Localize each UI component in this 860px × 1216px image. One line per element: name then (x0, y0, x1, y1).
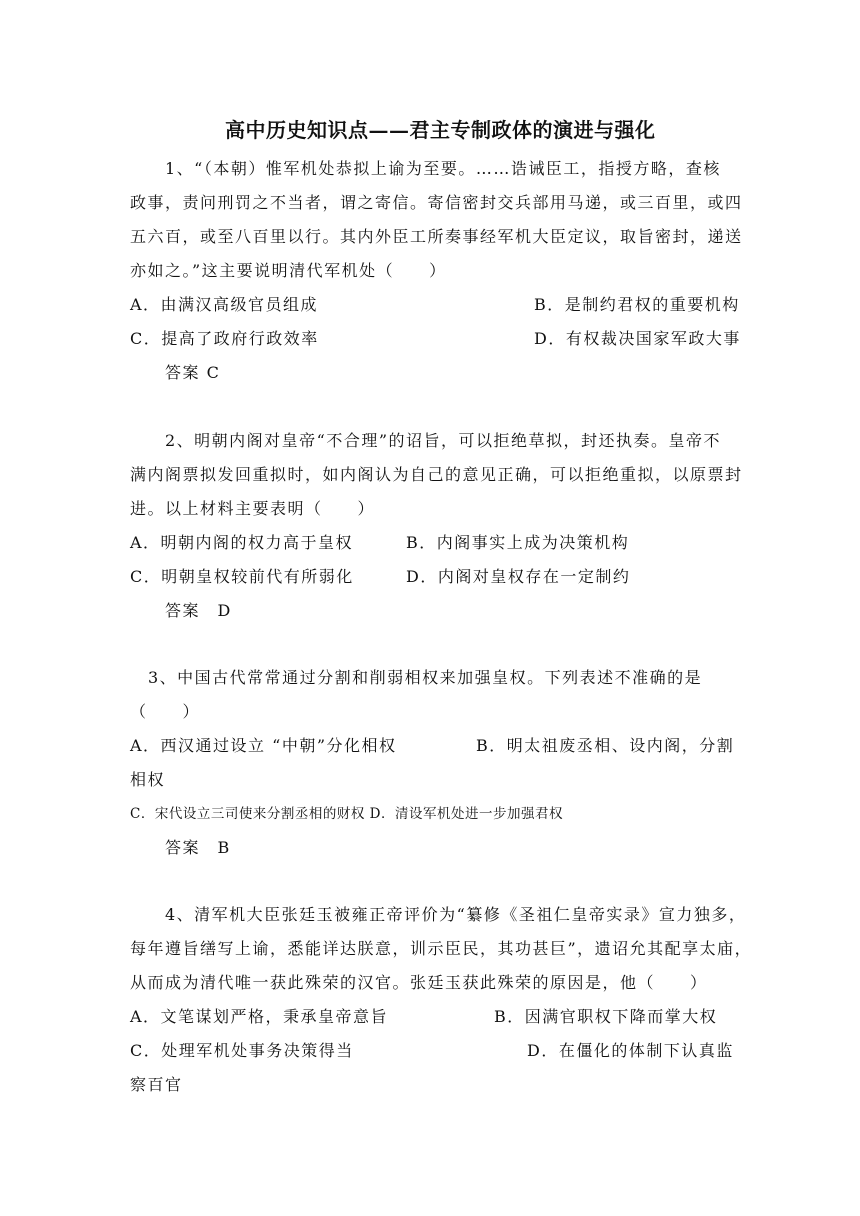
q3-option-b: B．明太祖废丞相、设内阁，分割 (476, 736, 735, 755)
page-title: 高中历史知识点——君主专制政体的演进与强化 (225, 118, 656, 142)
q2-option-b: B．内阁事实上成为决策机构 (406, 533, 630, 552)
q3-line-2: （ ） (130, 702, 201, 721)
q1-option-d: D．有权裁决国家军政大事 (534, 329, 741, 348)
q2-option-a: A．明朝内阁的权力高于皇权 (130, 533, 354, 552)
q4-line-1: 4、清军机大臣张廷玉被雍正帝评价为“纂修《圣祖仁皇帝实录》宣力独多， (165, 905, 747, 924)
q1-line-4: 亦如之。”这主要说明清代军机处（ ） (130, 261, 447, 280)
q1-line-3: 五六百，或至八百里以行。其内外臣工所奏事经军机大臣定议，取旨密封，递送 (130, 227, 743, 246)
q2-line-3: 进。以上材料主要表明（ ） (130, 499, 376, 518)
q1-option-b: B．是制约君权的重要机构 (534, 295, 740, 314)
q2-option-d: D．内阁对皇权存在一定制约 (406, 567, 631, 586)
q4-line-2: 每年遵旨缮写上谕，悉能详达朕意，训示臣民，其功甚巨”，遗诏允其配享太庙， (130, 939, 753, 958)
q4-option-c: C．处理军机处事务决策得当 (130, 1041, 354, 1060)
q1-line-1: 1、“（本朝）惟军机处恭拟上谕为至要。……诰诫臣工，指授方略，查核 (165, 159, 721, 178)
q3-option-c-d: C．宋代设立三司使来分割丞相的财权 D．清设军机处进一步加强君权 (130, 806, 563, 822)
q2-answer: 答案 D (165, 601, 232, 620)
q4-line-3: 从而成为清代唯一获此殊荣的汉官。张廷玉获此殊荣的原因是，他（ ） (130, 973, 708, 992)
q2-option-c: C．明朝皇权较前代有所弱化 (130, 567, 354, 586)
q3-option-b-continued: 相权 (130, 770, 166, 789)
q3-line-1: 3、中国古代常常通过分割和削弱相权来加强皇权。下列表述不准确的是 (148, 668, 703, 687)
q1-option-a: A．由满汉高级官员组成 (130, 295, 319, 314)
q3-answer: 答案 B (165, 838, 231, 857)
q1-line-2: 政事，责问刑罚之不当者，谓之寄信。寄信密封交兵部用马递，或三百里，或四 (130, 193, 743, 212)
q1-option-c: C．提高了政府行政效率 (130, 329, 319, 348)
q4-option-d-continued: 察百官 (130, 1075, 183, 1094)
q4-option-b: B．因满官职权下降而掌大权 (494, 1007, 718, 1026)
q4-option-a: A．文笔谋划严格，秉承皇帝意旨 (130, 1007, 389, 1026)
q4-option-d: D．在僵化的体制下认真监 (527, 1041, 734, 1060)
q2-line-2: 满内阁票拟发回重拟时，如内阁认为自己的意见正确，可以拒绝重拟，以原票封 (130, 465, 743, 484)
q3-option-a: A．西汉通过设立 “中朝”分化相权 (130, 736, 397, 755)
q2-line-1: 2、明朝内阁对皇帝“不合理”的诏旨，可以拒绝草拟，封还执奏。皇帝不 (165, 431, 722, 450)
q1-answer: 答案 C (165, 363, 221, 382)
